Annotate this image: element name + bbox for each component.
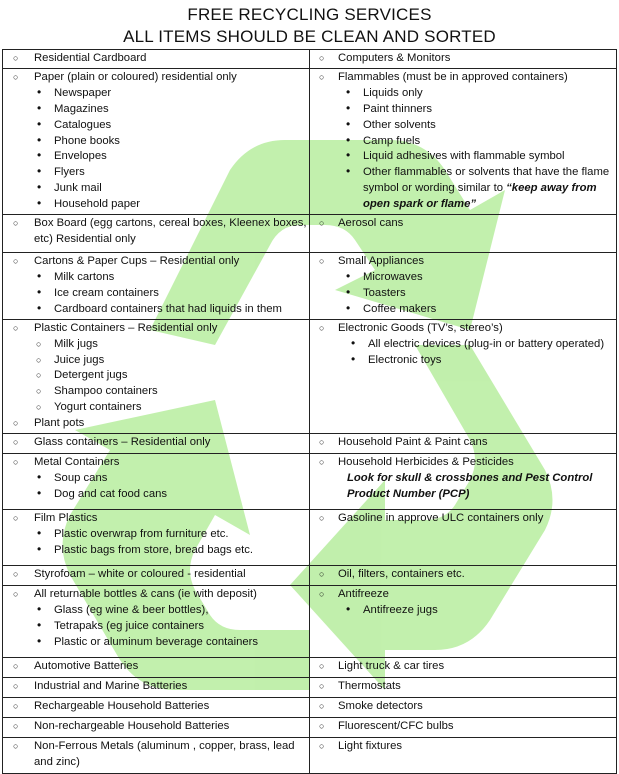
- recycling-table: [2, 49, 617, 774]
- list-item: ○ Metal Containers: [3, 455, 309, 471]
- sub-item: ○ Shampoo containers: [3, 384, 309, 400]
- sub-item: • Newspaper: [3, 86, 309, 102]
- sub-item: • Catalogues: [3, 118, 309, 134]
- sub-item-text: Other flammables or solvents that have the flame symbol or wording similar to: [363, 166, 610, 195]
- list-item: ○ Household Paint & Paint cans: [310, 435, 616, 451]
- list-item: ○ Automotive Batteries: [3, 659, 309, 675]
- table-row: [3, 319, 617, 433]
- sub-item: ○ Milk jugs: [3, 337, 309, 353]
- list-item: ○ Plastic Containers – Residential only: [3, 321, 309, 337]
- table-cell: [310, 586, 617, 658]
- list-item: ○ All returnable bottles & cans (ie with deposit): [3, 587, 309, 603]
- table-cell: [3, 678, 310, 698]
- sub-item: • Plastic bags from store, bread bags etc.: [3, 543, 309, 559]
- list-item: ○ Fluorescent/CFC bulbs: [310, 719, 616, 735]
- list-item: ○ Film Plastics: [3, 511, 309, 527]
- sub-item: • Plastic or aluminum beverage containers: [3, 635, 309, 651]
- table-row: [3, 454, 617, 510]
- sub-item: • Antifreeze jugs: [310, 603, 616, 619]
- table-cell: [310, 678, 617, 698]
- sub-item: ○ Juice jugs: [3, 353, 309, 369]
- table-cell: [310, 718, 617, 738]
- sub-item: • Tetrapaks (eg juice containers: [3, 619, 309, 635]
- table-cell: [3, 718, 310, 738]
- sub-item: • Cardboard containers that had liquids in them: [3, 302, 309, 318]
- table-row: [3, 738, 617, 774]
- sub-item: • Envelopes: [3, 149, 309, 165]
- sub-item: • Flyers: [3, 165, 309, 181]
- sub-item: ○ Detergent jugs: [3, 368, 309, 384]
- table-cell: [310, 698, 617, 718]
- table-cell: [3, 319, 310, 433]
- sub-item: • Milk cartons: [3, 270, 309, 286]
- table-cell: [310, 566, 617, 586]
- table-row: [3, 50, 617, 69]
- list-item: ○ Small Appliances: [310, 254, 616, 270]
- list-item: ○ Non-rechargeable Household Batteries: [3, 719, 309, 735]
- sub-item: ○ Yogurt containers: [3, 400, 309, 416]
- table-row: [3, 658, 617, 678]
- list-item: ○ Industrial and Marine Batteries: [3, 679, 309, 695]
- sub-item: • Plastic overwrap from furniture etc.: [3, 527, 309, 543]
- list-item: ○ Thermostats: [310, 679, 616, 695]
- table-cell: [3, 658, 310, 678]
- sub-item: • Liquid adhesives with flammable symbol: [310, 149, 616, 165]
- table-cell: [3, 510, 310, 566]
- pesticide-note: Look for skull & crossbones and Pest Control Product Number (PCP): [347, 471, 593, 500]
- table-cell: [310, 68, 617, 214]
- list-item: ○ Rechargeable Household Batteries: [3, 699, 309, 715]
- sub-item: • Electronic toys: [310, 353, 616, 369]
- sub-item: • Other solvents: [310, 118, 616, 134]
- list-item: ○ Aerosol cans: [310, 216, 616, 232]
- sub-item: • Glass (eg wine & beer bottles),: [3, 603, 309, 619]
- table-cell: [3, 68, 310, 214]
- list-item: ○ Non-Ferrous Metals (aluminum , copper, brass, lead and zinc): [3, 739, 309, 771]
- sub-item: • Microwaves: [310, 270, 616, 286]
- table-cell: [3, 50, 310, 69]
- warning-text: “keep away from open spark or flame”: [363, 182, 597, 211]
- table-cell: [3, 454, 310, 510]
- sub-item: • Phone books: [3, 134, 309, 150]
- page-subtitle: ALL ITEMS SHOULD BE CLEAN AND SORTED: [123, 27, 496, 46]
- table-row: [3, 678, 617, 698]
- page-header: [0, 0, 619, 48]
- list-item: ○ Styrofoam – white or coloured - residential: [3, 567, 309, 583]
- sub-item: • Coffee makers: [310, 302, 616, 318]
- table-cell: [310, 738, 617, 774]
- table-row: [3, 510, 617, 566]
- list-item: ○ Light truck & car tires: [310, 659, 616, 675]
- sub-item: [310, 165, 616, 213]
- sub-item: • Camp fuels: [310, 134, 616, 150]
- sub-item: • Toasters: [310, 286, 616, 302]
- sub-item: • All electric devices (plug-in or battery operated): [310, 337, 616, 353]
- table-cell: [3, 253, 310, 320]
- sub-item: • Soup cans: [3, 471, 309, 487]
- table-cell: [3, 566, 310, 586]
- list-item: ○ Glass containers – Residential only: [3, 435, 309, 451]
- table-cell: [310, 50, 617, 69]
- list-item: ○ Gasoline in approve ULC containers only: [310, 511, 616, 527]
- table-row: [3, 698, 617, 718]
- table-cell: [310, 510, 617, 566]
- table-cell: [3, 698, 310, 718]
- table-cell: [3, 215, 310, 253]
- table-cell: [310, 434, 617, 454]
- list-item: ○ Box Board (egg cartons, cereal boxes, Kleenex boxes, etc) Residential only: [3, 216, 309, 248]
- table-cell: [3, 738, 310, 774]
- sub-item: • Magazines: [3, 102, 309, 118]
- table-cell: [3, 586, 310, 658]
- sub-item: • Junk mail: [3, 181, 309, 197]
- table-row: [3, 434, 617, 454]
- list-item: ○ Smoke detectors: [310, 699, 616, 715]
- table-cell: [310, 454, 617, 510]
- list-item: ○ Paper (plain or coloured) residential only: [3, 70, 309, 86]
- table-row: [3, 586, 617, 658]
- table-cell: [310, 215, 617, 253]
- list-item: ○ Light fixtures: [310, 739, 616, 755]
- table-row: [3, 215, 617, 253]
- table-row: [3, 68, 617, 214]
- sub-item: • Dog and cat food cans: [3, 487, 309, 503]
- list-item: ○ Oil, filters, containers etc.: [310, 567, 616, 583]
- page-title: FREE RECYCLING SERVICES: [187, 5, 432, 24]
- table-cell: [3, 434, 310, 454]
- list-item: ○ Household Herbicides & Pesticides: [310, 455, 616, 471]
- sub-item: • Ice cream containers: [3, 286, 309, 302]
- list-item: ○ Residential Cardboard: [3, 51, 309, 67]
- list-item: ○ Plant pots: [3, 416, 309, 432]
- sub-item: • Liquids only: [310, 86, 616, 102]
- list-item: ○ Flammables (must be in approved containers): [310, 70, 616, 86]
- list-item: ○ Antifreeze: [310, 587, 616, 603]
- table-row: [3, 566, 617, 586]
- list-item: ○ Electronic Goods (TV’s, stereo’s): [310, 321, 616, 337]
- table-cell: [310, 253, 617, 320]
- table-row: [3, 253, 617, 320]
- table-row: [3, 718, 617, 738]
- table-cell: [310, 658, 617, 678]
- list-item: ○ Cartons & Paper Cups – Residential only: [3, 254, 309, 270]
- sub-item: • Paint thinners: [310, 102, 616, 118]
- sub-item: • Household paper: [3, 197, 309, 213]
- table-cell: [310, 319, 617, 433]
- list-item: ○ Computers & Monitors: [310, 51, 616, 67]
